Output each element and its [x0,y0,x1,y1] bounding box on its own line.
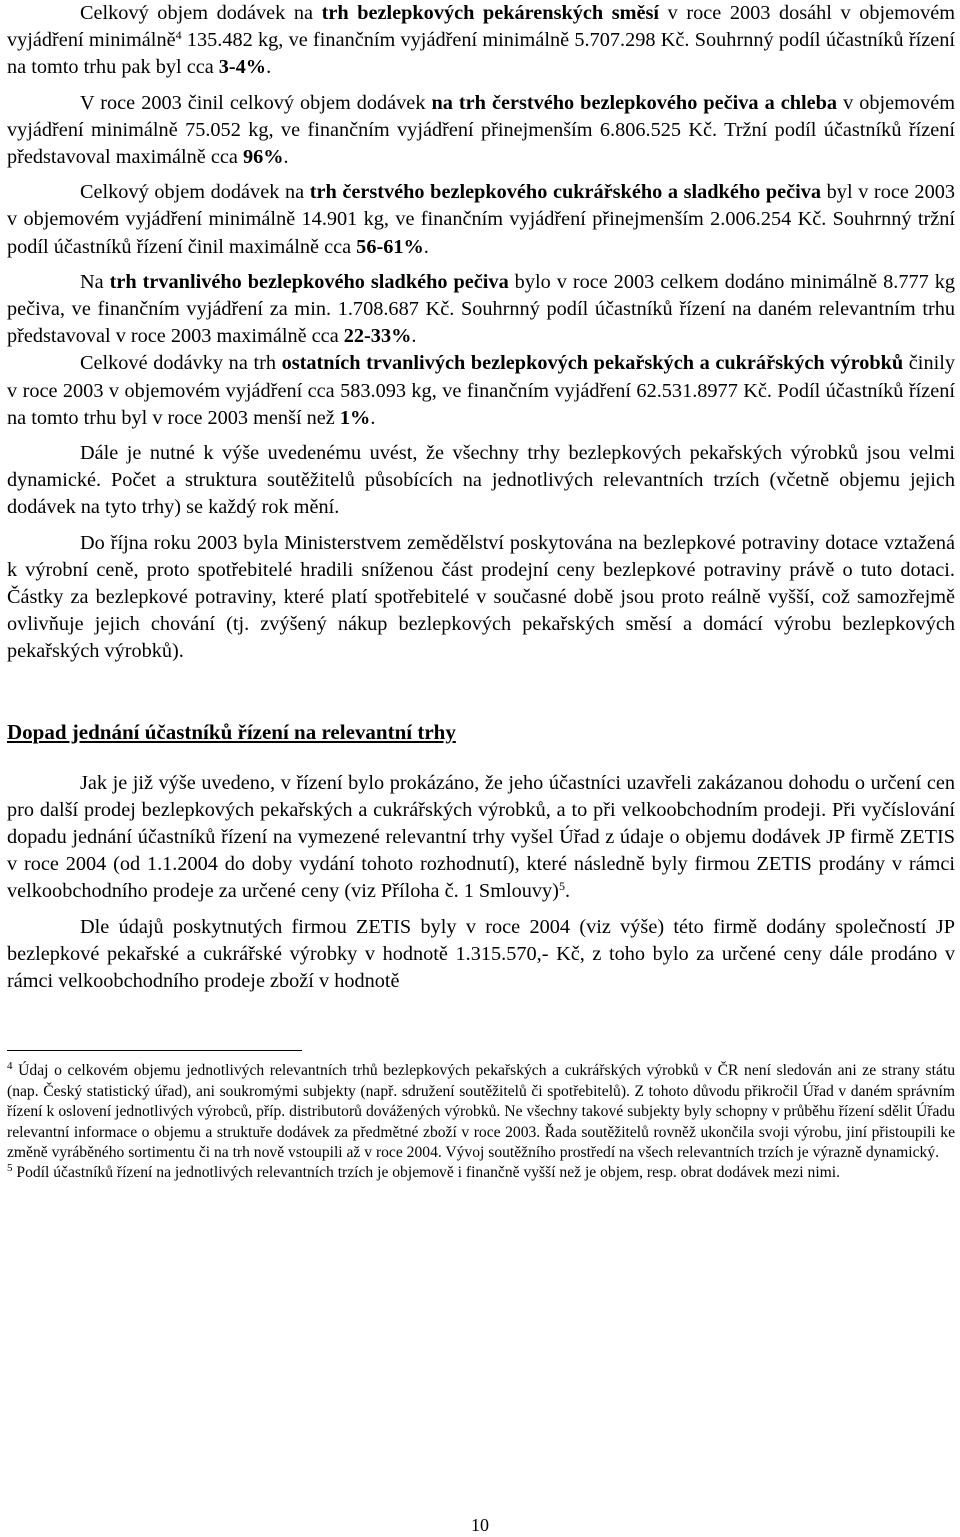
footnote-number: 4 [7,1060,13,1073]
text-bold: 96% [242,146,284,169]
paragraph-market-durable-sweet [7,269,955,351]
text-bold: 1% [339,406,371,429]
text: Na [80,270,110,293]
text: . [283,146,289,169]
text-bold: 56-61% [356,235,424,258]
footnote-ref-4[interactable]: 4 [175,28,182,43]
footnote-4 [7,1061,955,1163]
footnote-ref-5[interactable]: 5 [558,879,565,894]
paragraph-market-mixes [7,0,955,82]
text-bold: 3-4% [218,56,267,79]
text: Celkový objem dodávek na [80,2,322,24]
text: činily v roce 2003 v objemovém vyjádření cca 583.093 kg, ve finančním vyjádření 62.531.8977 Kč. Podíl účastníků řízení na tomto trhu byl v roce 2003 menší než [7,352,955,429]
paragraph-market-fresh-bread [7,90,955,172]
paragraph-impact [7,770,955,906]
text: Jak je již výše uvedeno, v řízení bylo prokázáno, že jeho účastníci uzavřeli zakázanou dohodu o určení cen pro další prodej bezlepkových pekařských a cukrářských výrobků, a to při velkoobchodním prodeji. Při vyčíslování dopadu jednání účastníků řízení na vymezené relevantní trhy vyšel Úřad z údaje o objemu dodávek JP firmě ZETIS v roce 2004 (od 1.1.2004 do doby vydání tohoto rozhodnutí), které následně byly firmou ZETIS prodány v rámci velkoobchodního prodeje za určené ceny (viz Příloha č. 1 Smlouvy) [7,771,955,903]
text: V roce 2003 činil celkový objem dodávek [80,91,432,114]
paragraph-dynamics: Dále je nutné k výše uvedenému uvést, že všechny trhy bezlepkových pekařských výrobků jsou velmi dynamické. Počet a struktura soutěžitelů působících na jednotlivých relevantních trzích (včetně objemu jejich dodávek na tyto trhy) se každý rok mění. [7,442,955,519]
text-bold: trh čerstvého bezlepkového cukrářského a sladkého pečiva [309,181,822,204]
footnote-5 [7,1163,955,1183]
paragraph-market-other-durable [7,350,955,432]
paragraph-subsidy: Do října roku 2003 byla Ministerstvem zemědělství poskytována na bezlepkové potraviny dotace vztažená k výrobní ceně, proto spotřebitelé hradili sníženou část prodejní ceny bezlepkové potraviny právě o tuto dotaci. Částky za bezlepkové potraviny, které platí spotřebitelé v současné době jsou proto reálně vyšší, což samozřejmě ovlivňuje jejich chování (tj. zvýšený nákup bezlepkových pekařských směsí a domácí výrobu bezlepkových pekařských výrobků). [7,531,955,663]
text: . [266,56,272,79]
text: bylo v roce 2003 celkem dodáno minimálně 8.777 kg pečiva, ve finančním vyjádření za min. 1.708.687 Kč. Souhrnný podíl účastníků řízení na daném relevantním trhu představoval v roce 2003 maximálně cca [7,270,956,348]
text: . [411,325,417,348]
text-bold: trh trvanlivého bezlepkového sladkého pečiva [109,270,509,293]
footnote-text: Údaj o celkovém objemu jednotlivých relevantních trhů bezlepkových pekařských a cukrářských výrobků v ČR není sledován ani ze strany státu (nap. Český statistický úřad), ani soukromými subjekty (např. sdružení soutěžitelů či spotřebitelů). Z tohoto důvodu přikročil Úřad v daném správním řízení k oslovení jednotlivých výrobců, příp. distributorů dovážených výrobků. Ne všechny takové subjekty byly schopny v průběhu řízení sdělit Úřadu relevantní informace o objemu a struktuře dodávek za předmětné zboží v roce 2003. Řada soutěžitelů rovněž ukončila svoji výrobu, jiní přistoupili ke změně vyráběného sortimentu či na trh nově vstoupili až v roce 2004. Vývoj soutěžního prostředí na všech relevantních trzích je výrazně dynamický. [7,1062,955,1161]
text: 135.482 kg, ve finančním vyjádření minimálně 5.707.298 Kč. Souhrnný podíl účastníků řízení na tomto trhu pak byl cca [7,29,955,79]
text: byl v roce 2003 v objemovém vyjádření minimálně 14.901 kg, ve finančním vyjádření přinejmenším 2.006.254 Kč. Souhrnný tržní podíl účastníků řízení činil maximálně cca [7,181,955,258]
text: . [370,406,376,429]
paragraph-market-fresh-sweet [7,179,955,261]
text: Celkový objem dodávek na [80,181,310,204]
footnote-text: Podíl účastníků řízení na jednotlivých relevantních trzích je objemově i finančně vyšší než je objem, resp. obrat dodávek mezi nimi. [12,1164,841,1182]
text-bold: na trh čerstvého bezlepkového pečiva a chleba [431,91,838,114]
text-bold: ostatních trvanlivých bezlepkových pekařských a cukrářských výrobků [281,352,904,375]
text: v roce 2003 dosáhl v objemovém vyjádření minimálně [7,2,955,52]
text: v objemovém vyjádření minimálně 75.052 kg, ve finančním vyjádření přinejmenším 6.806.525 Kč. Tržní podíl účastníků řízení představoval maximálně cca [7,91,955,169]
text-bold: 22-33% [343,325,412,348]
page-number: 10 [471,1515,489,1535]
paragraph-zetis-data: Dle údajů poskytnutých firmou ZETIS byly v roce 2004 (viz výše) této firmě dodány společností JP bezlepkové pekařské a cukrářské výrobky v hodnotě 1.315.570,- Kč, z toho bylo za určené ceny dále prodáno v rámci velkoobchodního prodeje zboží v hodnotě [7,915,955,993]
text: . [423,235,429,258]
text-bold: trh bezlepkových pekárenských směsí [321,2,660,24]
section-heading: Dopad jednání účastníků řízení na relevantní trhy [7,719,456,744]
footnote-separator [7,1050,302,1051]
document-page [7,0,955,1184]
text: . [564,880,571,903]
footnote-number: 5 [7,1162,13,1175]
text: Celkové dodávky na trh [80,352,282,375]
